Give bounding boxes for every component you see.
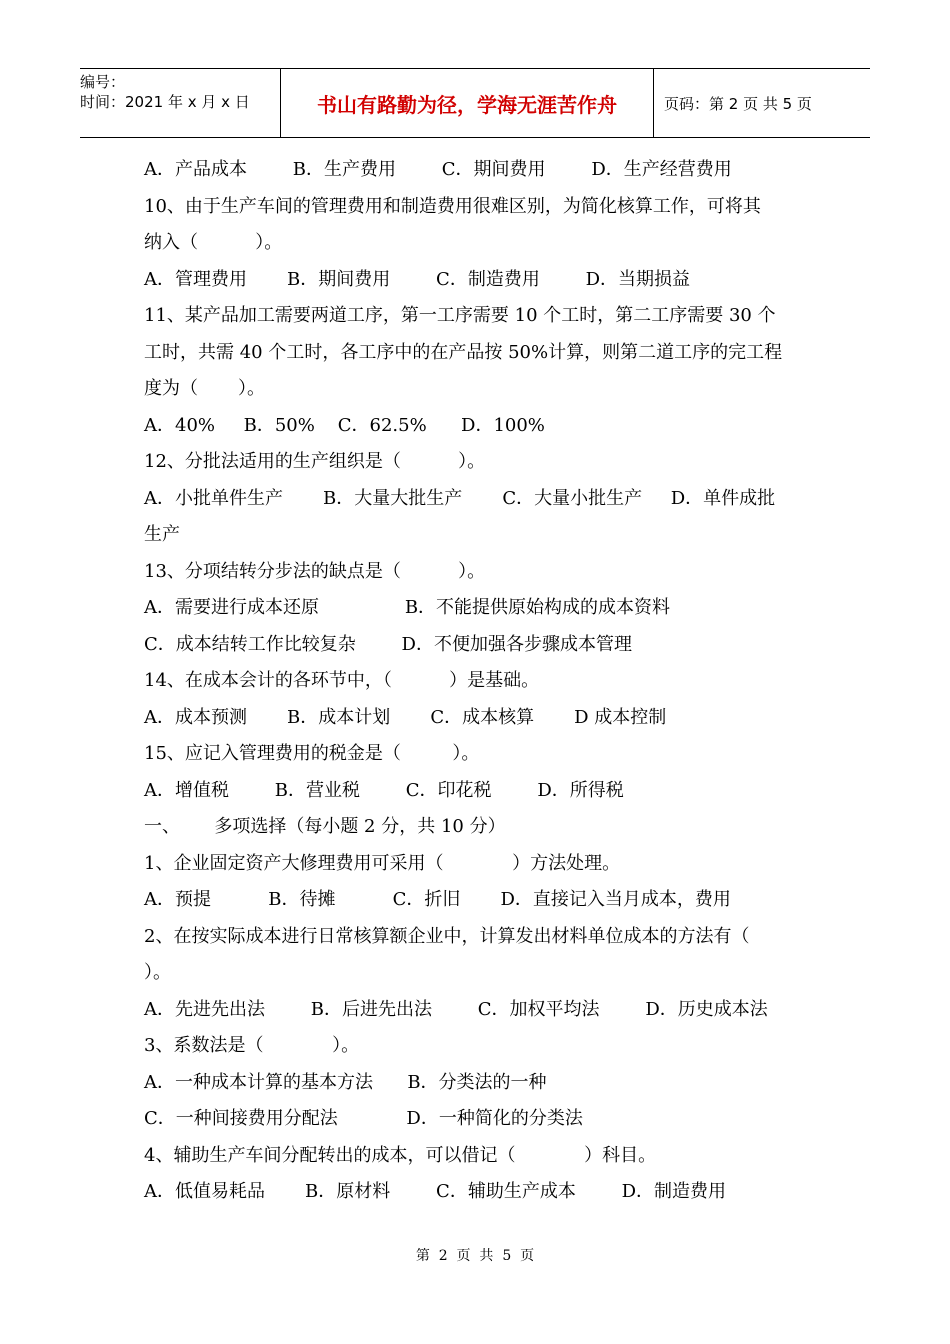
- text-line: ）。: [144, 962, 171, 983]
- section-heading: 一、 多项选择（每小题 2 分，共 10 分）: [144, 816, 506, 837]
- text-line: 14、在成本会计的各环节中，（ ）是基础。: [144, 670, 540, 691]
- page-header: [80, 68, 870, 138]
- header-meta: [80, 69, 280, 137]
- document-date: 时间：2021 年 x 月 x 日: [80, 93, 250, 111]
- text-line: 13、分项结转分步法的缺点是（ ）。: [144, 560, 486, 582]
- text-line: 2、在按实际成本进行日常核算额企业中，计算发出材料单位成本的方法有（: [144, 925, 750, 947]
- text-line: 纳入（ ）。: [144, 232, 283, 253]
- header-page-info: 页码：第 2 页 共 5 页: [664, 94, 812, 113]
- question-content: [144, 152, 814, 1211]
- page-footer: 第 2 页 共 5 页: [415, 1248, 535, 1264]
- text-line: C．成本结转工作比较复杂 D．不便加强各步骤成本管理: [144, 633, 632, 655]
- text-line: 4、辅助生产车间分配转出的成本，可以借记（ ）科目。: [144, 1144, 657, 1166]
- text-line: A．先进先出法 B．后进先出法 C．加权平均法 D．历史成本法: [144, 998, 768, 1020]
- text-line: 工时，共需 40 个工时，各工序中的在产品按 50%计算，则第二道工序的完工程: [144, 341, 783, 363]
- header-motto: 书山有路勤为径，学海无涯苦作舟: [280, 69, 654, 137]
- text-line: 度为（ ）。: [144, 378, 266, 399]
- text-line: A．产品成本 B．生产费用 C．期间费用 D．生产经营费用: [144, 159, 732, 180]
- text-line: C．一种间接费用分配法 D．一种简化的分类法: [144, 1108, 583, 1129]
- text-line: 10、由于生产车间的管理费用和制造费用很难区别，为简化核算工作，可将其: [144, 195, 761, 217]
- text-line: A．一种成本计算的基本方法 B．分类法的一种: [144, 1071, 547, 1093]
- text-line: A．管理费用 B．期间费用 C．制造费用 D．当期损益: [144, 268, 691, 290]
- text-line: 11、某产品加工需要两道工序，第一工序需要 10 个工时，第二工序需要 30 个: [144, 305, 776, 326]
- text-line: A．低值易耗品 B．原材料 C．辅助生产成本 D．制造费用: [144, 1181, 727, 1202]
- text-line: 1、企业固定资产大修理费用可采用（ ）方法处理。: [144, 852, 621, 874]
- text-line: A．40% B．50% C．62.5% D．100%: [144, 414, 545, 436]
- text-line: A．预提 B．待摊 C．折旧 D．直接记入当月成本，费用: [144, 889, 731, 910]
- text-line: A．小批单件生产 B．大量大批生产 C．大量小批生产 D．单件成批: [144, 487, 776, 509]
- text-line: 12、分批法适用的生产组织是（ ）。: [144, 451, 486, 472]
- text-line: A．需要进行成本还原 B．不能提供原始构成的成本资料: [144, 597, 671, 618]
- text-line: 生产: [144, 524, 180, 545]
- text-line: 3、系数法是（ ）。: [144, 1035, 360, 1056]
- document-number-label: 编号：: [80, 73, 126, 91]
- text-line: 15、应记入管理费用的税金是（ ）。: [144, 743, 480, 764]
- text-line: A．成本预测 B．成本计划 C．成本核算 D 成本控制: [144, 706, 667, 728]
- text-line: A．增值税 B．营业税 C．印花税 D．所得税: [144, 779, 624, 801]
